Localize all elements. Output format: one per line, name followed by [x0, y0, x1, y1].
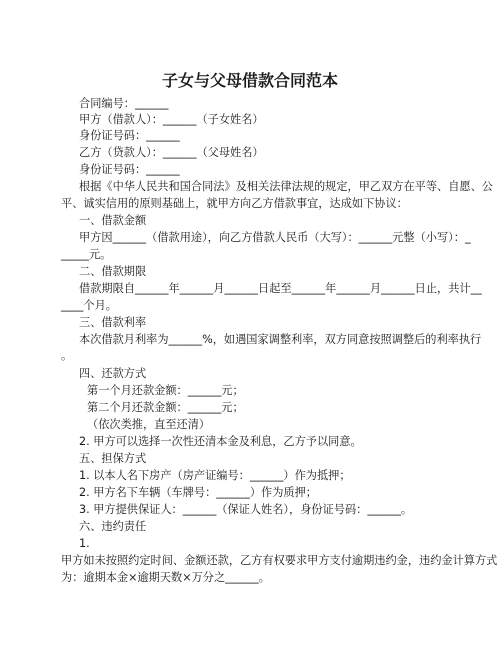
preamble-line-2: 平、诚实信用的原则基础上，就甲方向乙方借款事宜，达成如下协议：	[61, 197, 408, 210]
contract-number-line: 合同编号：______	[79, 97, 169, 110]
repayment-note: （依次类推，直至还清）	[87, 418, 211, 431]
rate-line-2: 。	[61, 349, 73, 362]
amount-line-2: _____元。	[61, 248, 112, 261]
repayment-first-month: 第一个月还款金额：______元；	[87, 384, 244, 397]
section-heading-rate: 三、借款利率	[79, 316, 147, 329]
guarantee-item-3: 3. 甲方提供保证人：______（保证人姓名），身份证号码：______。	[79, 503, 413, 516]
amount-line-1: 甲方因______（借款用途），向乙方借款人民币（大写）：______元整（小写）：_	[79, 231, 471, 244]
section-heading-breach: 六、违约责任	[79, 520, 147, 533]
party-a-id-line: 身份证号码：______	[79, 129, 180, 142]
guarantee-item-1: 1. 以本人名下房产（房产证编号：______）作为抵押；	[79, 469, 351, 482]
breach-line-1: 甲方如未按照约定时间、金额还款，乙方有权要求甲方支付逾期违约金，违约金计算方式	[61, 554, 498, 567]
rate-line-1: 本次借款月利率为______%，如遇国家调整利率，双方同意按照调整后的利率执行	[79, 333, 482, 346]
breach-line-2: 为：逾期本金×逾期天数×万分之______。	[61, 571, 270, 584]
document-title: 子女与父母借款合同范本	[161, 71, 338, 90]
term-line-2: ____个月。	[61, 299, 117, 312]
party-a-line: 甲方（借款人）：______（子女姓名）	[79, 113, 264, 126]
guarantee-item-2: 2. 甲方名下车辆（车牌号：______）作为质押；	[79, 486, 317, 499]
section-heading-amount: 一、借款金额	[79, 214, 147, 227]
party-b-line: 乙方（贷款人）：______（父母姓名）	[79, 146, 264, 159]
repayment-option-2: 2. 甲方可以选择一次性还清本金及利息，乙方予以同意。	[79, 435, 362, 448]
breach-item-number: 1.	[79, 537, 90, 550]
preamble-line-1: 根据《中华人民共和国合同法》及相关法律法规的规定，甲乙双方在平等、自愿、公	[79, 180, 493, 193]
section-heading-guarantee: 五、担保方式	[79, 452, 147, 465]
party-b-id-line: 身份证号码：______	[79, 163, 180, 176]
section-heading-term: 二、借款期限	[79, 265, 147, 278]
term-line-1: 借款期限自______年______月______日起至______年______月______日止，共计__	[79, 282, 482, 295]
repayment-second-month: 第二个月还款金额：______元；	[87, 401, 244, 414]
section-heading-repayment: 四、还款方式	[79, 367, 147, 380]
